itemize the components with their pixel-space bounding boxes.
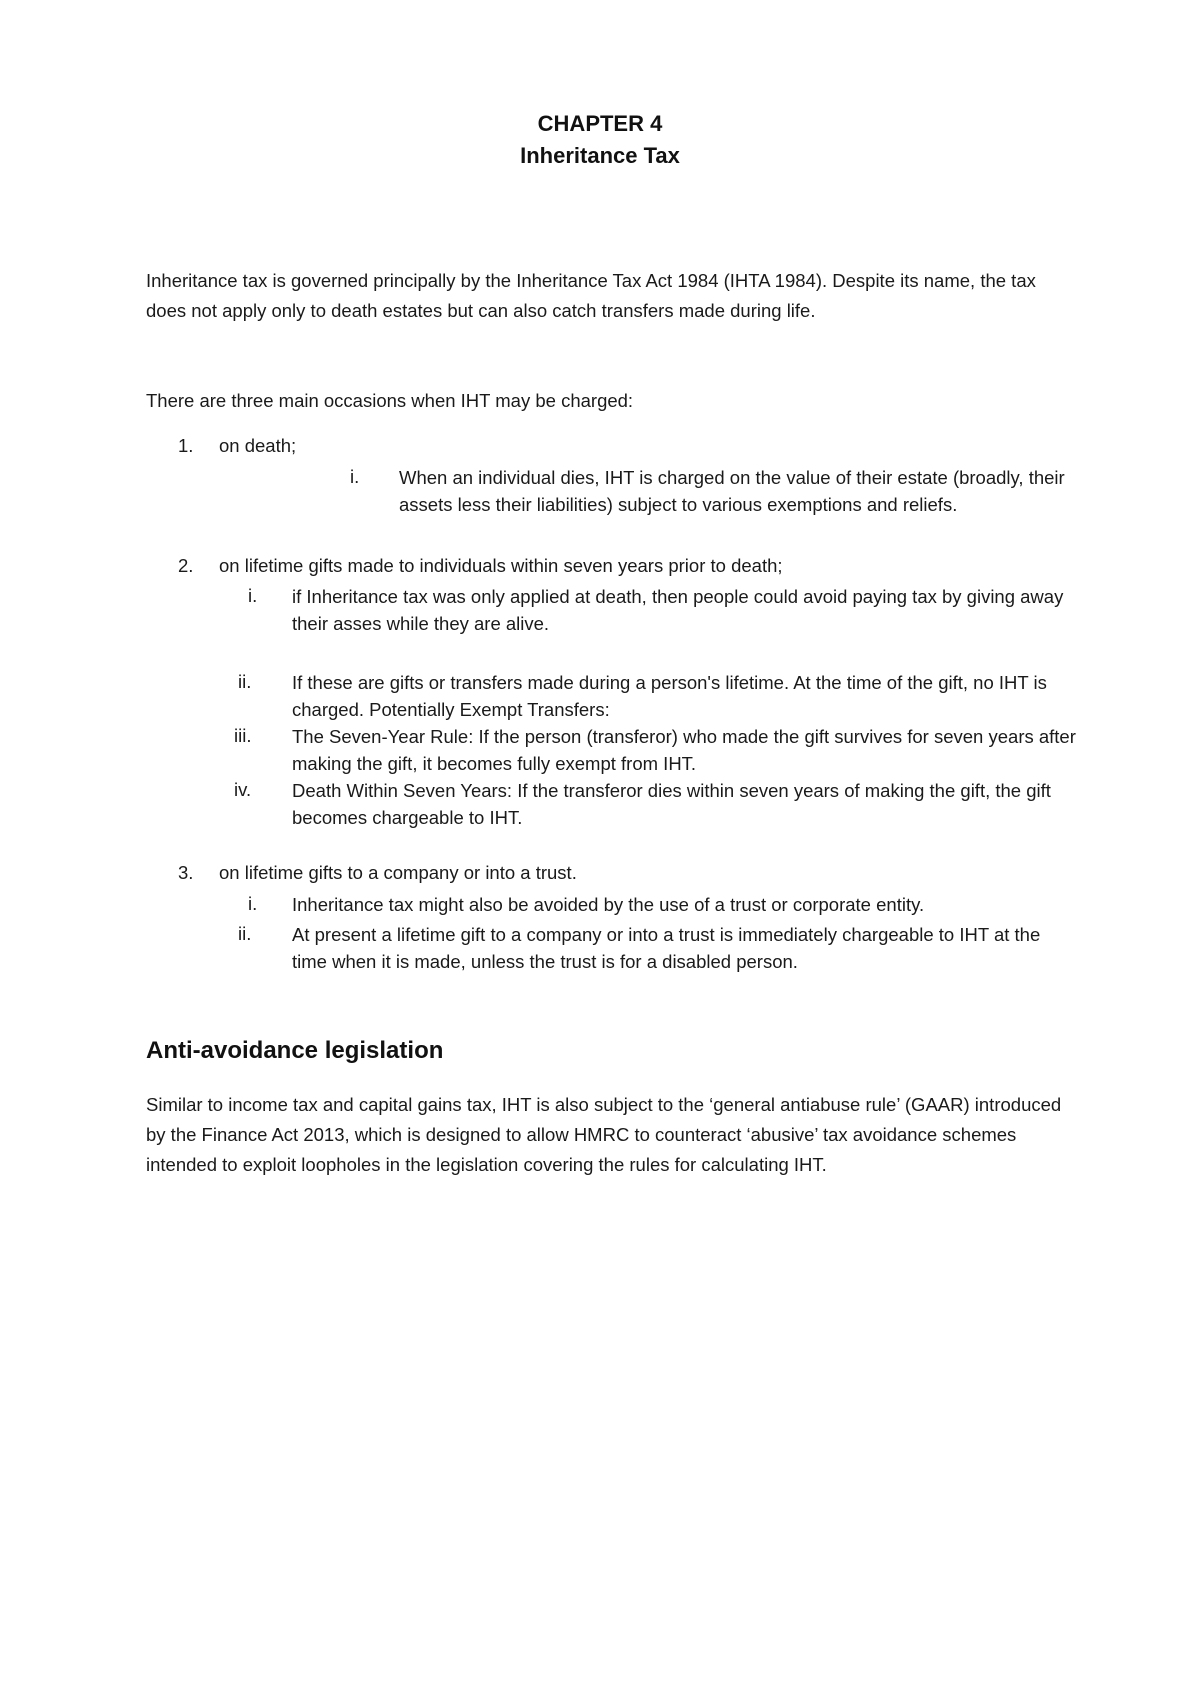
section-paragraph: Similar to income tax and capital gains tax, IHT is also subject to the ‘general antiabuse rule’ (GAAR) introduced by the Finance Act 2013, which is designed to allow HMRC to counteract ‘abusive’ tax avoidance schemes intended to exploit loopholes in the legislation covering the rules for calculating IHT. xyxy=(146,1094,1062,1175)
sub-item-number: i. xyxy=(248,893,258,914)
sub-item-text: if Inheritance tax was only applied at death, then people could avoid paying tax by giving away their asses while they are alive. xyxy=(292,586,1064,634)
sub-item-number: iv. xyxy=(234,779,252,800)
sub-item-text: When an individual dies, IHT is charged on the value of their estate (broadly, their assets less their liabilities) subject to various exemptions and reliefs. xyxy=(399,467,1065,515)
list-item-number: 1. xyxy=(178,435,194,456)
sub-item-number: ii. xyxy=(238,671,252,692)
sub-item-number: i. xyxy=(248,585,258,606)
list-item-number: 2. xyxy=(178,555,194,576)
sub-item-text: Inheritance tax might also be avoided by the use of a trust or corporate entity. xyxy=(292,894,925,915)
chapter-title-block xyxy=(0,108,1200,172)
sub-item-number: ii. xyxy=(238,923,252,944)
sub-item-text: Death Within Seven Years: If the transferor dies within seven years of making the gift, the gift becomes chargeable to IHT. xyxy=(292,780,1051,828)
occasions-intro: There are three main occasions when IHT may be charged: xyxy=(146,390,634,411)
sub-item-text: If these are gifts or transfers made during a person's lifetime. At the time of the gift, no IHT is charged. Potentially Exempt Transfers: xyxy=(292,672,1047,720)
list-item-text: on death; xyxy=(219,435,297,456)
intro-paragraph: Inheritance tax is governed principally by the Inheritance Tax Act 1984 (IHTA 1984). Despite its name, the tax does not apply only to death estates but can also catch transfers made during life. xyxy=(146,270,1036,321)
list-item-number: 3. xyxy=(178,862,194,883)
sub-item-text: At present a lifetime gift to a company or into a trust is immediately chargeable to IHT at the time when it is made, unless the trust is for a disabled person. xyxy=(292,924,1041,972)
sub-item-number: iii. xyxy=(234,725,252,746)
section-heading: Anti-avoidance legislation xyxy=(146,1037,444,1064)
sub-item-text: The Seven-Year Rule: If the person (transferor) who made the gift survives for seven years after making the gift, it becomes fully exempt from IHT. xyxy=(292,726,1076,774)
sub-item-number: i. xyxy=(350,466,360,487)
list-item-text: on lifetime gifts to a company or into a trust. xyxy=(219,862,577,883)
chapter-number: CHAPTER 4 xyxy=(537,111,663,136)
list-item-text: on lifetime gifts made to individuals within seven years prior to death; xyxy=(219,555,783,576)
chapter-title: Inheritance Tax xyxy=(520,143,680,168)
